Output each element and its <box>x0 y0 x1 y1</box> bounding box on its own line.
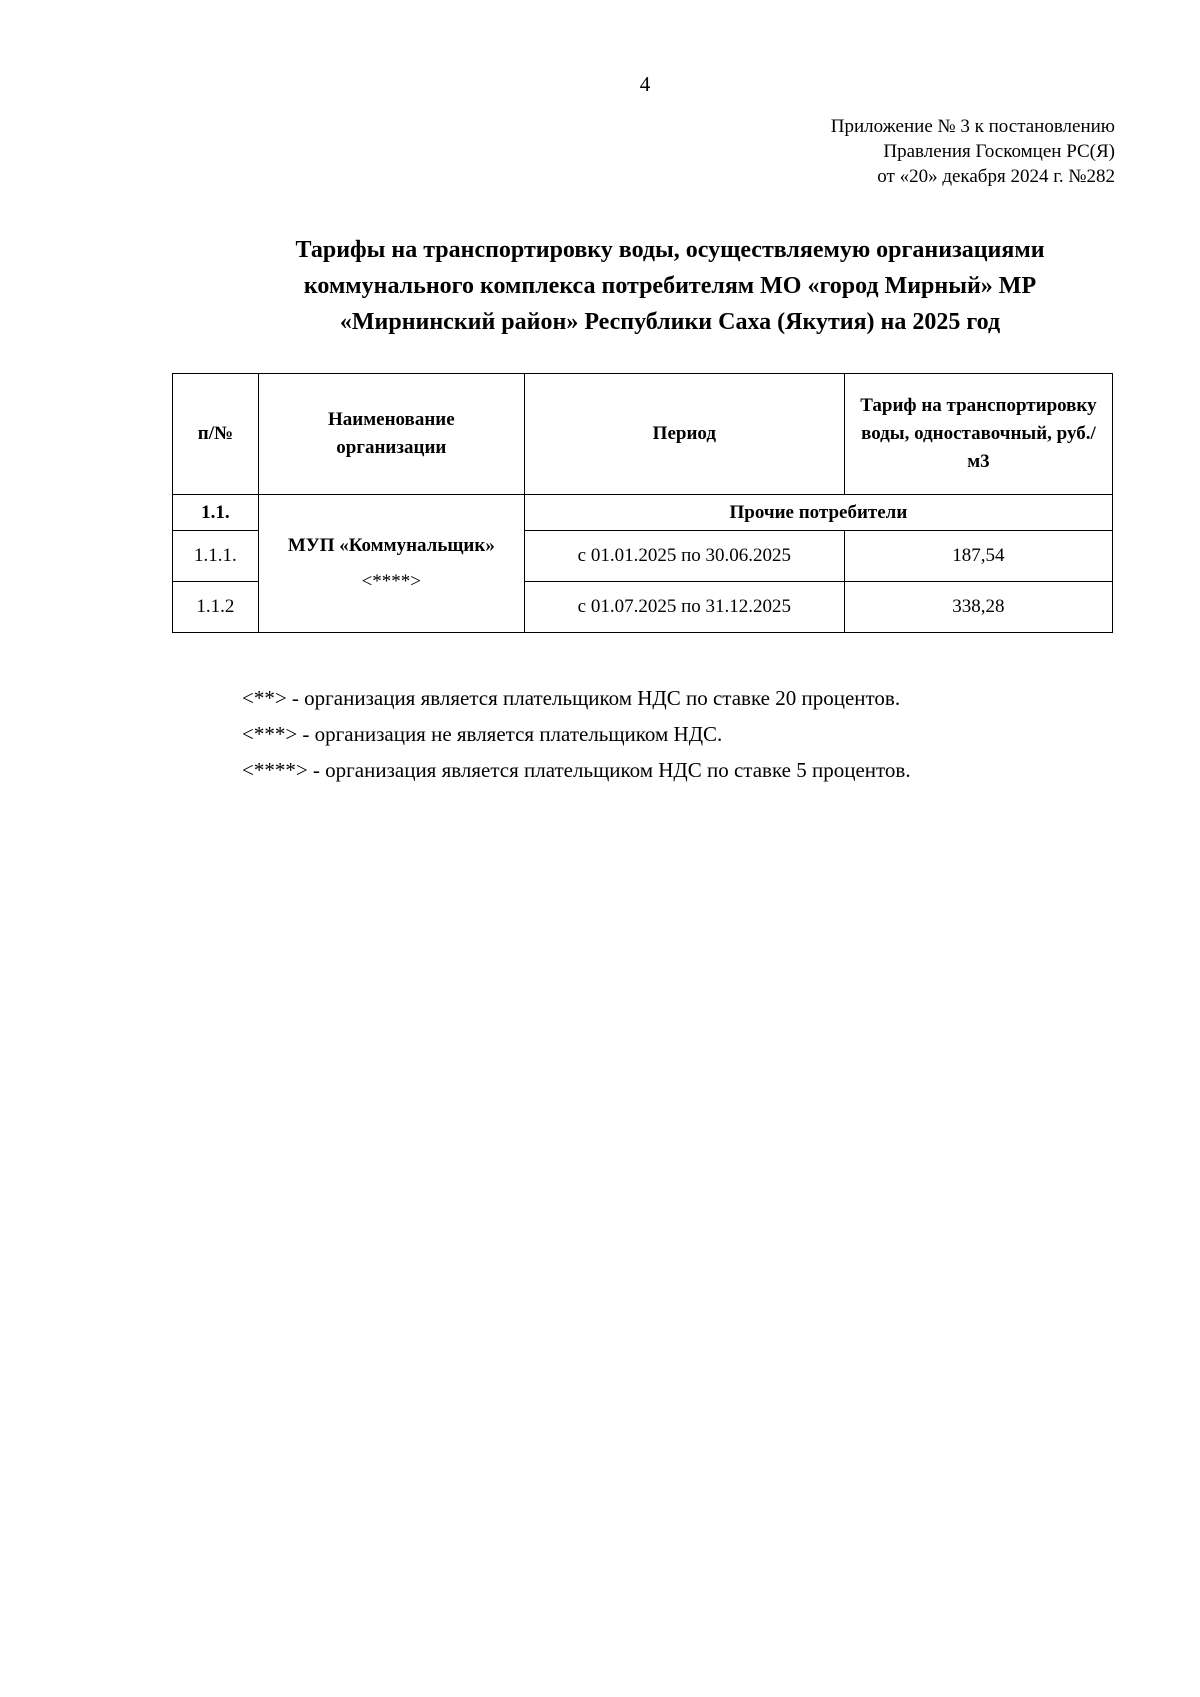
organization-name: МУП «Коммунальщик» <box>287 534 495 556</box>
table-header-row <box>173 374 1113 495</box>
header-number: п/№ <box>173 374 259 495</box>
document-title <box>200 232 1140 340</box>
footnote-vat-5: <****> - организация является плательщиком НДС по ставке 5 процентов. <box>242 758 911 782</box>
tariff-table <box>172 373 1113 633</box>
appendix-line-2: Правления Госкомцен РС(Я) <box>883 141 1115 162</box>
row-number: 1.1.1. <box>173 531 259 582</box>
footnote-vat-20: <**> - организация является плательщиком НДС по ставке 20 процентов. <box>242 686 901 710</box>
row-tariff: 338,28 <box>844 582 1112 633</box>
group-number: 1.1. <box>173 495 259 531</box>
title-line-1: Тарифы на транспортировку воды, осуществляемую организациями <box>295 237 1045 263</box>
page-number: 4 <box>639 72 651 96</box>
appendix-line-1: Приложение № 3 к постановлению <box>830 116 1115 137</box>
title-line-3: «Мирнинский район» Республики Саха (Якутия) на 2025 год <box>339 309 1001 335</box>
appendix-line-3: от «20» декабря 2024 г. №282 <box>877 166 1115 187</box>
row-period: с 01.01.2025 по 30.06.2025 <box>524 531 844 582</box>
header-organization: Наименование организации <box>258 374 524 495</box>
appendix-reference <box>831 114 1115 189</box>
group-label: Прочие потребители <box>524 495 1112 531</box>
title-line-2: коммунального комплекса потребителям МО «город Мирный» МР <box>303 273 1037 299</box>
organization-cell <box>258 495 524 633</box>
header-tariff: Тариф на транспортировку воды, одноставочный, руб./м3 <box>844 374 1112 495</box>
table-group-row <box>173 495 1113 531</box>
row-period: с 01.07.2025 по 31.12.2025 <box>524 582 844 633</box>
footnote-no-vat: <***> - организация не является плательщиком НДС. <box>242 722 723 746</box>
organization-mark: <****> <box>361 570 422 592</box>
row-tariff: 187,54 <box>844 531 1112 582</box>
header-period: Период <box>524 374 844 495</box>
footnotes <box>242 680 911 788</box>
row-number: 1.1.2 <box>173 582 259 633</box>
